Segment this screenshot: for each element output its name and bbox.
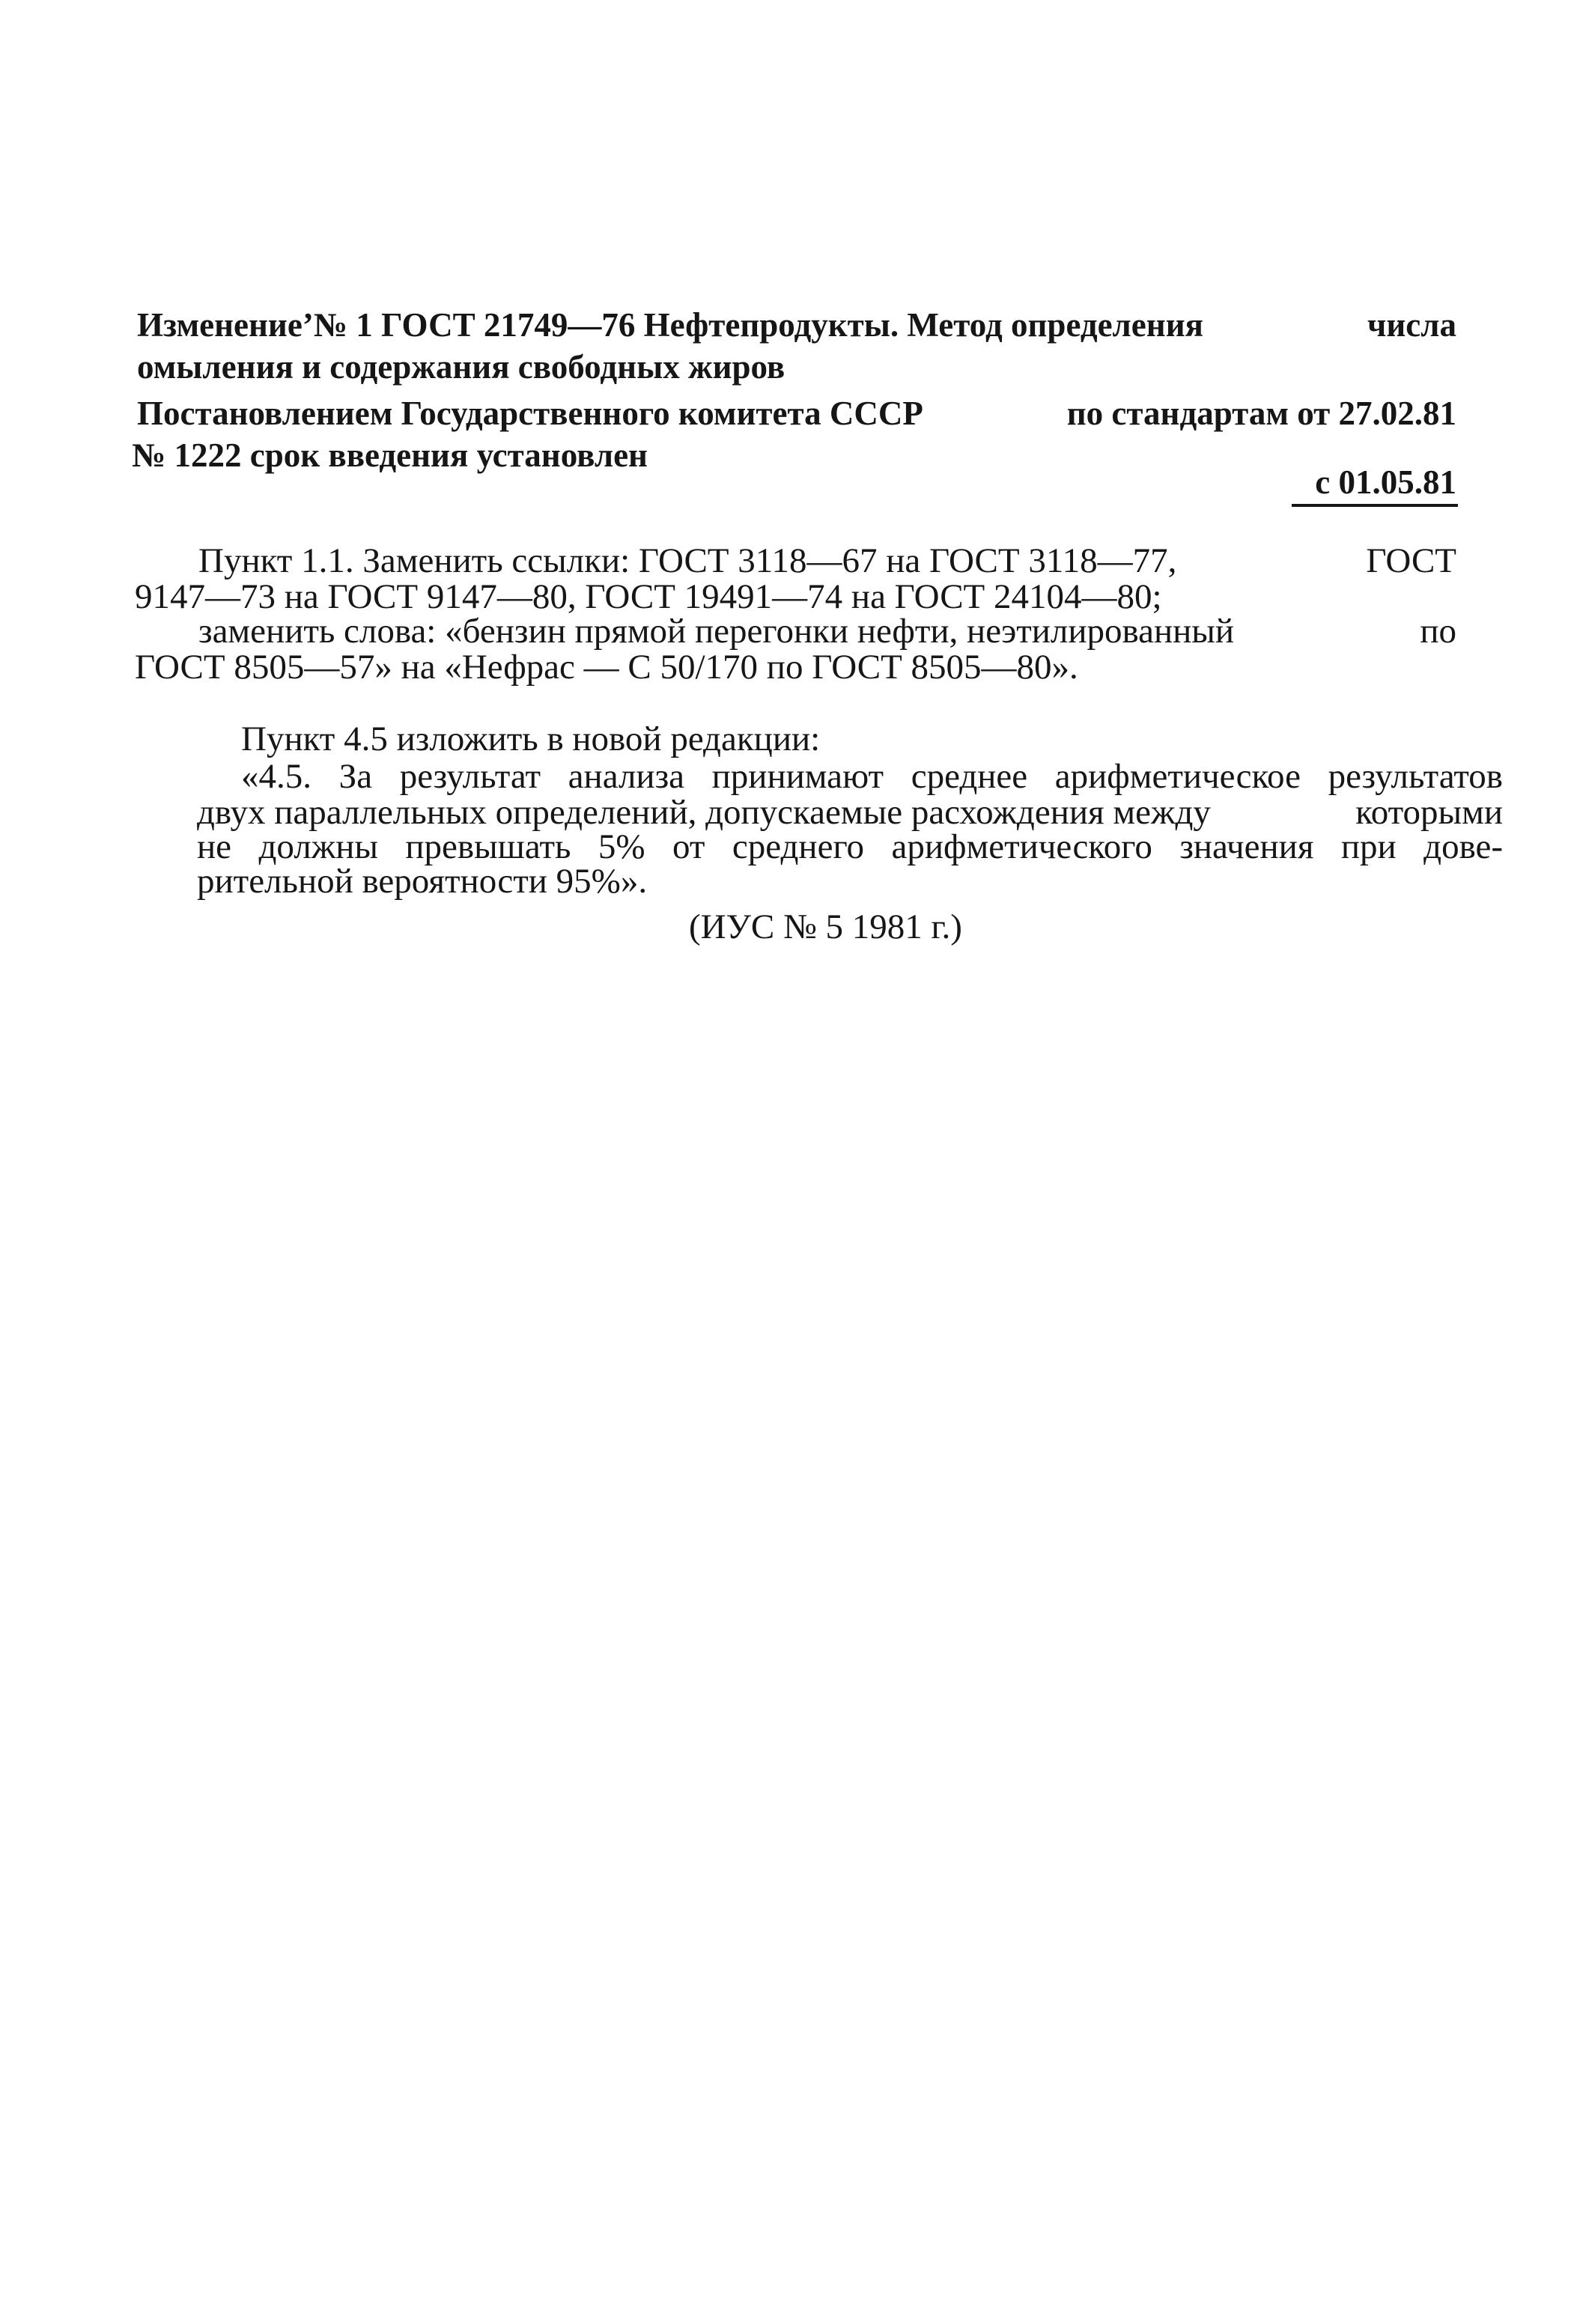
p2-line3: не должны превышать 5% от среднего арифметического значения при дове- bbox=[197, 827, 1503, 866]
amendment-title-text: Изменение’№ 1 ГОСТ 21749—76 Нефтепродукты. Метод определения bbox=[137, 306, 1203, 344]
p1-line3-end: по bbox=[1420, 612, 1456, 651]
effective-date-underline bbox=[1292, 504, 1458, 507]
p2-intro: Пункт 4.5 изложить в новой редакции: bbox=[241, 720, 821, 758]
p1-line2: 9147—73 на ГОСТ 9147—80, ГОСТ 19491—74 на ГОСТ 24104—80; bbox=[135, 577, 1162, 616]
p2-line1: «4.5. За результат анализа принимают среднее арифметическое результатов bbox=[241, 757, 1503, 796]
p2-line4: рительной вероятности 95%». bbox=[197, 862, 648, 901]
source-reference: (ИУС № 5 1981 г.) bbox=[689, 907, 962, 946]
amendment-title-end: числа bbox=[1367, 306, 1456, 344]
p1-line3-text: заменить слова: «бензин прямой перегонки нефти, неэтилированный bbox=[198, 612, 1235, 651]
decree-line1 bbox=[137, 397, 1456, 431]
p1-line1-text: Пункт 1.1. Заменить ссылки: ГОСТ 3118—67 на ГОСТ 3118—77, bbox=[198, 541, 1177, 580]
p1-line1 bbox=[198, 541, 1456, 580]
p1-line3 bbox=[198, 614, 1456, 649]
amendment-title-line2: омыления и содержания свободных жиров bbox=[137, 348, 786, 386]
decree-text: Постановлением Государственного комитета СССР bbox=[137, 395, 923, 432]
p2-line2 bbox=[197, 795, 1503, 830]
effective-date: с 01.05.81 bbox=[1315, 463, 1456, 501]
decree-date: по стандартам от 27.02.81 bbox=[1066, 395, 1456, 432]
p1-line1-end: ГОСТ bbox=[1366, 541, 1456, 580]
p2-line2-end: которыми bbox=[1355, 793, 1503, 832]
p2-line2-text: двух параллельных определений, допускаемые расхождения между bbox=[197, 793, 1211, 832]
amendment-title-line1 bbox=[137, 308, 1456, 342]
p1-line4: ГОСТ 8505—57» на «Нефрас — С 50/170 по ГОСТ 8505—80». bbox=[135, 648, 1078, 687]
decree-line2: № 1222 срок введения установлен bbox=[132, 436, 648, 474]
